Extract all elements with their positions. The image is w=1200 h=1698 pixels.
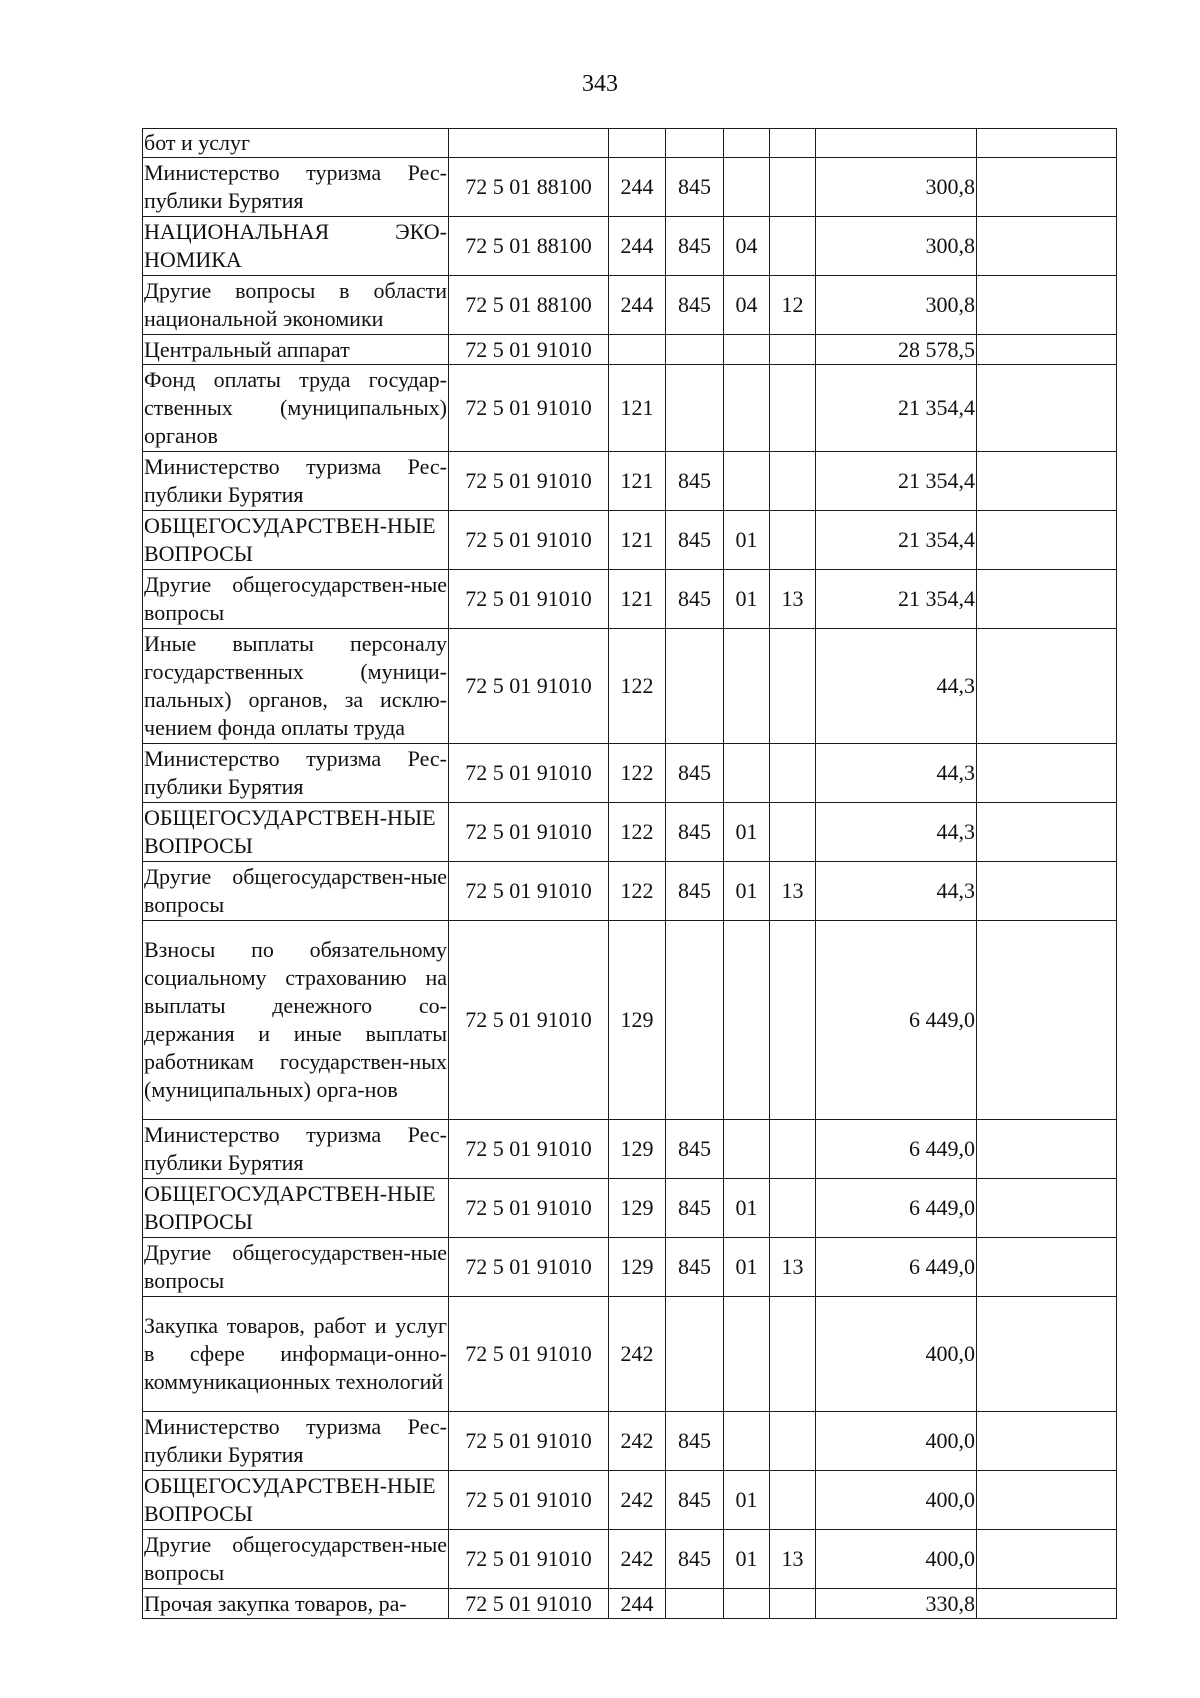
row-name-cell: Прочая закупка товаров, ра- (143, 1589, 449, 1619)
row-department-cell (666, 129, 724, 158)
table-row (143, 629, 1117, 744)
row-empty-cell (977, 862, 1117, 921)
row-empty-cell (977, 803, 1117, 862)
table-row (143, 217, 1117, 276)
row-department-cell (666, 1297, 724, 1412)
row-department-cell (666, 629, 724, 744)
row-section-cell (724, 335, 770, 365)
row-sum-cell: 44,3 (816, 803, 977, 862)
row-code-cell: 72 5 01 91010 (449, 511, 609, 570)
row-empty-cell (977, 129, 1117, 158)
row-department-cell (666, 335, 724, 365)
table-row (143, 1471, 1117, 1530)
page-number: 343 (582, 71, 618, 97)
row-code-cell: 72 5 01 88100 (449, 276, 609, 335)
row-department-cell: 845 (666, 1471, 724, 1530)
row-department-cell: 845 (666, 862, 724, 921)
row-department-cell: 845 (666, 1238, 724, 1297)
row-section-cell: 01 (724, 1530, 770, 1589)
table-row (143, 1179, 1117, 1238)
row-empty-cell (977, 158, 1117, 217)
row-section-cell (724, 744, 770, 803)
row-subsection-cell: 13 (770, 570, 816, 629)
table-row (143, 1530, 1117, 1589)
row-sum-cell: 330,8 (816, 1589, 977, 1619)
row-section-cell: 01 (724, 862, 770, 921)
row-section-cell: 01 (724, 1471, 770, 1530)
row-subsection-cell (770, 629, 816, 744)
row-code-cell: 72 5 01 91010 (449, 862, 609, 921)
row-subsection-cell: 13 (770, 1530, 816, 1589)
row-sum-cell: 21 354,4 (816, 511, 977, 570)
row-sum-cell: 6 449,0 (816, 1120, 977, 1179)
row-subsection-cell (770, 158, 816, 217)
row-section-cell (724, 158, 770, 217)
row-code-cell: 72 5 01 91010 (449, 921, 609, 1120)
row-sum-cell: 28 578,5 (816, 335, 977, 365)
row-sum-cell: 44,3 (816, 862, 977, 921)
row-department-cell: 845 (666, 1120, 724, 1179)
row-empty-cell (977, 921, 1117, 1120)
row-expense-type-cell: 122 (609, 862, 666, 921)
row-name-cell: ОБЩЕГОСУДАРСТВЕН-НЫЕ ВОПРОСЫ (143, 1179, 449, 1238)
row-code-cell: 72 5 01 91010 (449, 1120, 609, 1179)
row-sum-cell: 6 449,0 (816, 1179, 977, 1238)
row-sum-cell: 400,0 (816, 1530, 977, 1589)
row-department-cell: 845 (666, 803, 724, 862)
table-body (143, 129, 1117, 1619)
row-subsection-cell (770, 1297, 816, 1412)
row-sum-cell: 400,0 (816, 1297, 977, 1412)
row-expense-type-cell: 122 (609, 744, 666, 803)
row-code-cell: 72 5 01 91010 (449, 744, 609, 803)
row-sum-cell: 300,8 (816, 276, 977, 335)
row-name-cell: Министерство туризма Рес-публики Бурятия (143, 452, 449, 511)
row-expense-type-cell (609, 335, 666, 365)
row-sum-cell: 44,3 (816, 629, 977, 744)
row-sum-cell: 300,8 (816, 217, 977, 276)
row-sum-cell: 21 354,4 (816, 365, 977, 452)
row-expense-type-cell (609, 129, 666, 158)
row-subsection-cell (770, 452, 816, 511)
row-code-cell: 72 5 01 91010 (449, 1412, 609, 1471)
row-code-cell (449, 129, 609, 158)
row-name-cell: Закупка товаров, работ и услуг в сфере информаци-онно-коммуникационных технологий (143, 1297, 449, 1412)
row-name-cell: ОБЩЕГОСУДАРСТВЕН-НЫЕ ВОПРОСЫ (143, 511, 449, 570)
row-empty-cell (977, 1120, 1117, 1179)
row-name-cell: Другие вопросы в области национальной экономики (143, 276, 449, 335)
row-expense-type-cell: 122 (609, 629, 666, 744)
row-code-cell: 72 5 01 91010 (449, 452, 609, 511)
row-department-cell: 845 (666, 744, 724, 803)
row-sum-cell: 400,0 (816, 1471, 977, 1530)
row-department-cell: 845 (666, 217, 724, 276)
row-empty-cell (977, 1530, 1117, 1589)
row-section-cell (724, 129, 770, 158)
row-section-cell: 01 (724, 570, 770, 629)
row-subsection-cell: 13 (770, 1238, 816, 1297)
table-row (143, 365, 1117, 452)
row-expense-type-cell: 129 (609, 921, 666, 1120)
row-name-cell: Взносы по обязательному социальному страхованию на выплаты денежного со-держания и иные выплаты работникам государствен-ных (муниципальных) орга-нов (143, 921, 449, 1120)
row-name-cell: Фонд оплаты труда государ-ственных (муниципальных) органов (143, 365, 449, 452)
row-empty-cell (977, 1471, 1117, 1530)
row-sum-cell: 6 449,0 (816, 1238, 977, 1297)
row-expense-type-cell: 129 (609, 1120, 666, 1179)
table-row (143, 570, 1117, 629)
row-department-cell: 845 (666, 158, 724, 217)
row-expense-type-cell: 244 (609, 276, 666, 335)
row-department-cell: 845 (666, 570, 724, 629)
table-row (143, 1589, 1117, 1619)
row-sum-cell: 21 354,4 (816, 570, 977, 629)
table-row (143, 862, 1117, 921)
row-name-cell: Другие общегосударствен-ные вопросы (143, 862, 449, 921)
table-row (143, 511, 1117, 570)
row-empty-cell (977, 217, 1117, 276)
row-department-cell: 845 (666, 452, 724, 511)
row-subsection-cell (770, 335, 816, 365)
row-empty-cell (977, 1179, 1117, 1238)
row-name-cell: Министерство туризма Рес-публики Бурятия (143, 744, 449, 803)
row-name-cell: Министерство туризма Рес-публики Бурятия (143, 1120, 449, 1179)
row-subsection-cell (770, 1589, 816, 1619)
row-code-cell: 72 5 01 91010 (449, 1297, 609, 1412)
row-sum-cell: 6 449,0 (816, 921, 977, 1120)
row-sum-cell: 21 354,4 (816, 452, 977, 511)
row-sum-cell: 300,8 (816, 158, 977, 217)
table-row (143, 158, 1117, 217)
row-code-cell: 72 5 01 91010 (449, 335, 609, 365)
table-row (143, 1120, 1117, 1179)
row-empty-cell (977, 276, 1117, 335)
row-expense-type-cell: 244 (609, 1589, 666, 1619)
row-name-cell: Министерство туризма Рес-публики Бурятия (143, 1412, 449, 1471)
row-section-cell (724, 1589, 770, 1619)
row-empty-cell (977, 1297, 1117, 1412)
row-empty-cell (977, 452, 1117, 511)
row-name-cell: ОБЩЕГОСУДАРСТВЕН-НЫЕ ВОПРОСЫ (143, 1471, 449, 1530)
row-subsection-cell (770, 1412, 816, 1471)
row-empty-cell (977, 335, 1117, 365)
row-section-cell: 01 (724, 1238, 770, 1297)
row-name-cell: бот и услуг (143, 129, 449, 158)
row-department-cell: 845 (666, 1412, 724, 1471)
row-expense-type-cell: 242 (609, 1297, 666, 1412)
row-section-cell (724, 1297, 770, 1412)
table-row (143, 921, 1117, 1120)
row-subsection-cell (770, 129, 816, 158)
row-name-cell: Центральный аппарат (143, 335, 449, 365)
table-row (143, 335, 1117, 365)
row-empty-cell (977, 1238, 1117, 1297)
row-empty-cell (977, 1412, 1117, 1471)
row-sum-cell: 44,3 (816, 744, 977, 803)
row-section-cell: 04 (724, 217, 770, 276)
row-section-cell: 01 (724, 1179, 770, 1238)
row-expense-type-cell: 129 (609, 1179, 666, 1238)
row-code-cell: 72 5 01 88100 (449, 158, 609, 217)
row-expense-type-cell: 242 (609, 1412, 666, 1471)
row-code-cell: 72 5 01 91010 (449, 570, 609, 629)
row-department-cell (666, 921, 724, 1120)
budget-table (142, 128, 1117, 1619)
row-code-cell: 72 5 01 91010 (449, 803, 609, 862)
row-code-cell: 72 5 01 91010 (449, 1179, 609, 1238)
row-code-cell: 72 5 01 91010 (449, 1471, 609, 1530)
row-empty-cell (977, 511, 1117, 570)
row-empty-cell (977, 1589, 1117, 1619)
row-section-cell (724, 629, 770, 744)
table-row (143, 1238, 1117, 1297)
table-row (143, 1412, 1117, 1471)
row-name-cell: Другие общегосударствен-ные вопросы (143, 570, 449, 629)
row-expense-type-cell: 121 (609, 452, 666, 511)
row-section-cell (724, 452, 770, 511)
row-subsection-cell (770, 1471, 816, 1530)
row-department-cell: 845 (666, 276, 724, 335)
row-name-cell: Иные выплаты персоналу государственных (муници-пальных) органов, за исклю-чением фонда оплаты труда (143, 629, 449, 744)
row-subsection-cell (770, 365, 816, 452)
row-expense-type-cell: 242 (609, 1471, 666, 1530)
row-code-cell: 72 5 01 91010 (449, 1238, 609, 1297)
row-code-cell: 72 5 01 91010 (449, 1530, 609, 1589)
row-empty-cell (977, 365, 1117, 452)
row-department-cell (666, 365, 724, 452)
row-section-cell (724, 921, 770, 1120)
row-expense-type-cell: 121 (609, 570, 666, 629)
row-name-cell: НАЦИОНАЛЬНАЯ ЭКО-НОМИКА (143, 217, 449, 276)
row-subsection-cell: 13 (770, 862, 816, 921)
row-expense-type-cell: 122 (609, 803, 666, 862)
row-code-cell: 72 5 01 91010 (449, 1589, 609, 1619)
table-row (143, 803, 1117, 862)
row-sum-cell: 400,0 (816, 1412, 977, 1471)
table-row (143, 1297, 1117, 1412)
row-section-cell (724, 365, 770, 452)
row-subsection-cell (770, 217, 816, 276)
row-subsection-cell (770, 744, 816, 803)
row-section-cell: 01 (724, 511, 770, 570)
table-row (143, 276, 1117, 335)
row-name-cell: Другие общегосударствен-ные вопросы (143, 1530, 449, 1589)
row-name-cell: Другие общегосударствен-ные вопросы (143, 1238, 449, 1297)
row-code-cell: 72 5 01 91010 (449, 629, 609, 744)
row-department-cell: 845 (666, 1179, 724, 1238)
row-expense-type-cell: 242 (609, 1530, 666, 1589)
row-department-cell: 845 (666, 511, 724, 570)
row-expense-type-cell: 121 (609, 511, 666, 570)
row-department-cell: 845 (666, 1530, 724, 1589)
table-row (143, 129, 1117, 158)
row-subsection-cell (770, 1120, 816, 1179)
table-row (143, 744, 1117, 803)
row-empty-cell (977, 744, 1117, 803)
row-expense-type-cell: 244 (609, 217, 666, 276)
row-empty-cell (977, 570, 1117, 629)
row-name-cell: Министерство туризма Рес-публики Бурятия (143, 158, 449, 217)
row-sum-cell (816, 129, 977, 158)
row-expense-type-cell: 121 (609, 365, 666, 452)
row-subsection-cell: 12 (770, 276, 816, 335)
table-row (143, 452, 1117, 511)
row-section-cell (724, 1120, 770, 1179)
row-subsection-cell (770, 803, 816, 862)
row-name-cell: ОБЩЕГОСУДАРСТВЕН-НЫЕ ВОПРОСЫ (143, 803, 449, 862)
row-department-cell (666, 1589, 724, 1619)
row-code-cell: 72 5 01 88100 (449, 217, 609, 276)
row-subsection-cell (770, 921, 816, 1120)
row-expense-type-cell: 129 (609, 1238, 666, 1297)
row-subsection-cell (770, 1179, 816, 1238)
row-code-cell: 72 5 01 91010 (449, 365, 609, 452)
row-expense-type-cell: 244 (609, 158, 666, 217)
row-section-cell: 01 (724, 803, 770, 862)
row-section-cell: 04 (724, 276, 770, 335)
row-subsection-cell (770, 511, 816, 570)
row-section-cell (724, 1412, 770, 1471)
row-empty-cell (977, 629, 1117, 744)
